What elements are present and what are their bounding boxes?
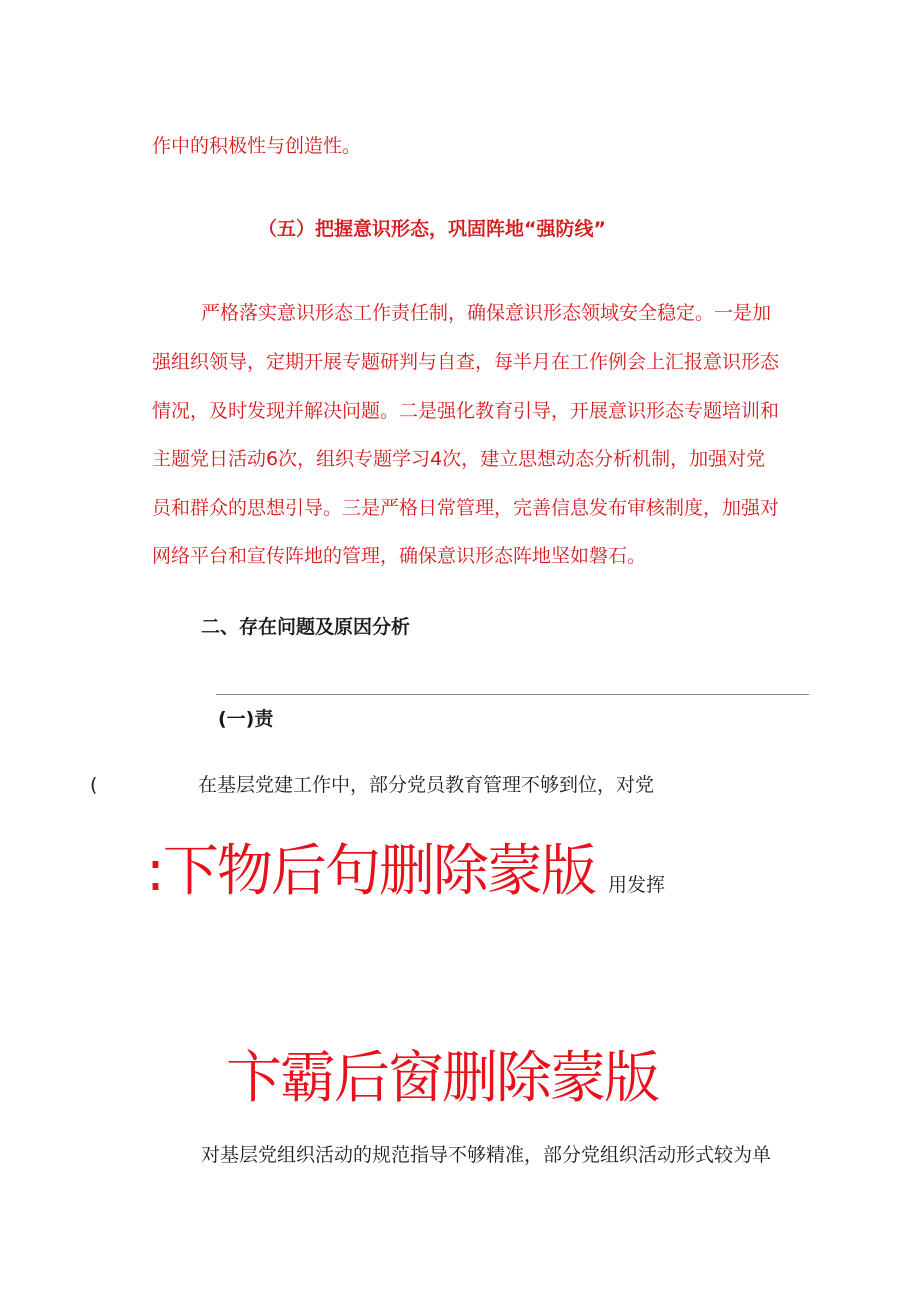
watermark-text-1: :下物后句删除蒙版 xyxy=(146,839,595,904)
watermark-text-2: 卞霸后窗删除蒙版 xyxy=(226,1046,658,1111)
paragraph-5-line-3: 情况，及时发现并解决问题。二是强化教育引导，开展意识形态专题培训和 xyxy=(152,400,780,422)
text-fragment-suffix: 用发挥 xyxy=(608,874,666,896)
text-line-last: 对基层党组织活动的规范指导不够精准，部分党组织活动形式较为单 xyxy=(201,1144,772,1166)
paragraph-5-line-2: 强组织领导，定期开展专题研判与自查，每半月在工作例会上汇报意识形态 xyxy=(152,351,780,373)
paren-mark: ( xyxy=(90,774,98,796)
horizontal-rule xyxy=(216,694,809,695)
paragraph-5-line-5: 员和群众的思想引导。三是严格日常管理，完善信息发布审核制度，加强对 xyxy=(152,497,780,519)
paragraph-5-line-6: 网络平台和宣传阵地的管理，确保意识形态阵地坚如磐石。 xyxy=(152,545,647,567)
paragraph-5-line-4: 主题党日活动6次，组织专题学习4次，建立思想动态分析机制，加强对党 xyxy=(152,448,766,470)
paragraph-5-line-1: 严格落实意识形态工作责任制，确保意识形态领域安全稳定。一是加 xyxy=(201,302,772,324)
section-5-heading: （五）把握意识形态，巩固阵地“强防线” xyxy=(258,218,606,240)
section-2-heading: 二、存在问题及原因分析 xyxy=(201,616,411,638)
text-line-top: 作中的积极性与创造性。 xyxy=(152,135,362,157)
text-line-party-education: 在基层党建工作中，部分党员教育管理不够到位，对党 xyxy=(198,774,655,796)
subheading-1: (一)责 xyxy=(218,708,274,730)
